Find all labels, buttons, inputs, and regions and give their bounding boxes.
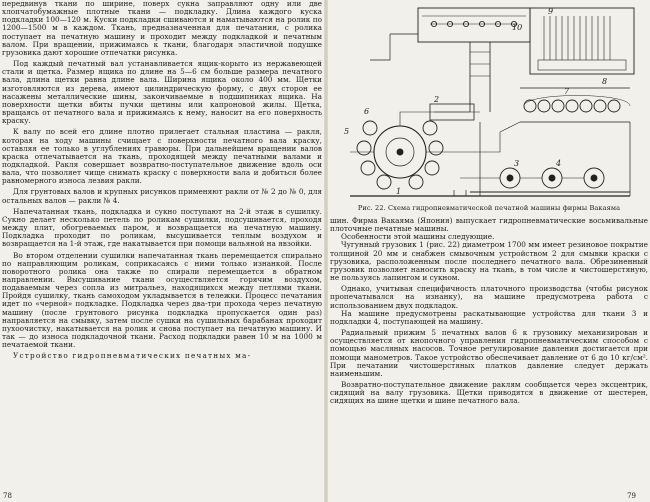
machine-schematic-figure [330,2,648,202]
figure-label: 5 [344,127,350,136]
figure-label: 10 [512,23,523,32]
figure-label: 7 [564,87,570,96]
paragraph: Для грунтовых валов и крупных рисунков применяют ракли от № 2 до № 0, для остальных валов — ракли № 4. [2,187,322,205]
figure-label: 2 [434,95,440,104]
figure-label: 6 [364,107,370,116]
paragraph: Возвратно-поступательное движение раклям сообщается через эксцентрик, сидящий на валу грузовика. Щетки приводятся в движение от шестерен, сидящих на шине щетки и шине печатного вала. [330,379,648,406]
paragraph: Однако, учитывая специфичность платочного производства (чтобы рисунок пропечатывался на изнанку), на машине предусмотрена работа с использованием двух подкладок. [330,284,648,310]
page-number: 78 [3,492,12,500]
figure-label: 4 [556,159,562,168]
paragraph: Во втором отделении сушилки напечатанная ткань перемещается спирально по направляющим роликам, соприкасаясь с ними только изнанкой. После поворотного ролика она также по спирали перемещается в обратном направлении. Высушивание ткани осуществляется горячим воздухом, подаваемым через сопла из митральез, находящихся между петлями ткани. Пройдя сушилку, ткань самоходом укладывается в тележки. Процесс печатания идет по «черной» подкладке. Подкладка через два-три прохода через печатную машину (после грунтового рисунка подкладка пропускается один раз) направляется на смывку, затем после сушки на сушильных барабанах проходит пухоочистку, накатывается на ролик и снова поступает на печатную машину. И так — до износа подкладочной ткани. Расход подкладки равен 10 м на 1000 м печатаемой ткани. [2,250,322,350]
paragraph: К валу по всей его длине плотно прилегает стальная пластина — ракля, которая на ходу машины счищает с поверхности печатного вала краску, оставляя ее только в углублениях гравюры. При дальнейшем вращении валов краска отпечатывается на ткань, проходящей между печатными валами и подкладкой. Ракля совершает возвратно-поступательное движение вдоль оси вала, что позволяет чище снимать краску с поверхности вала и добиться более равномерного износа лезвия ракли. [2,127,322,186]
machine-schematic-drawing [330,2,648,202]
figure-label: 9 [548,7,554,16]
figure-label: 8 [602,77,608,86]
paragraph: шин. Фирма Вакаяма (Япония) выпускает гидропневматические восьмивальные плоточные печатные машины. [330,216,648,234]
paragraph: передвинув ткани по ширине, поверх сукна заправляют одну или две хлопчатобумажные плотные ткани — подкладку. Длина каждого куска подкладки 100—120 м. Куски подкладки сшиваются и наматываются на ролик по 1200—1500 м в каждом. Ткань, предназначенная для печатания, с ролика поступает на печатную машину и проходит между подкладкой и печатным валом. При вращении, прижимаясь к ткани, благодаря эластичной подушке грузовика дают хорошие отпечатки рисунка. [2,0,322,57]
paragraph: Чугунный грузовик 1 (рис. 22) диаметром 1700 мм имеет резиновое покрытие толщиной 20 мм и снабжен смывочным устройством 2 для смывки краски с грузовика, расположенным после последнего печатного вала. Обрезиненный грузовик позволяет наносить краску на ткань, в том числе и чистошерстяную, не пользуясь лапингом и сукном. [330,240,648,283]
paragraph: Особенности этой машины следующие. [341,232,495,242]
figure-label: 1 [396,187,402,196]
paragraph: Под каждый печатный вал устанавливается ящик-корыто из нержавеющей стали и щетка. Размер ящика по длине на 5—6 см больше размера печатного вала, длина щетки равна длине вала. Ширина ящика около 400 мм. Щетки изготовляются из дерева, имеют цилиндрическую форму, с двух сторон ее насажены металлические шины, закончиваемые в подшипниках ящика. На поверхности щетки вбиты пучки щетины или капроновой жилы. Щетка, вращаясь от печатного вала и прижимаясь к нему, наносит на его поверхность краску. [2,59,322,126]
dryer-chamber-10 [530,8,634,74]
right-page [326,0,650,502]
page-number: 79 [627,492,636,500]
paragraph: Устройство гидропневматических печатных ма- [13,351,252,361]
figure-caption: Рис. 22. Схема гидропневматической печатной машины фирмы Вакаяма [357,204,621,212]
figure-label: 3 [514,159,520,168]
paragraph: На машине предусмотрены раскатывающие устройства для ткани 3 и подкладки 4, поступающей на машину. [330,308,648,326]
paragraph: Напечатанная ткань, подкладка и сукно поступают на 2-й этаж в сушилку. Сукно делает несколько петель по роликам сушилки, подсушивается, проходя между плит, обогреваемых паром, и возвращается на печатную машину. Подкладка проходит по роликам, высушивается теплым воздухом и возвращается на 1-й этаж, где накатывается при помощи вальяной на явзойки. [2,206,322,249]
paragraph: Радиальный прижим 5 печатных валов 6 к грузовику механизирован и осуществляется от кнопочного управления гидропневматическим способом с помощью масляных насосов. Точное регулирование давления достигается при помощи манометров. Такое устройство обеспечивает давление от 6 до 10 кг/см². При печатании чистошерстяных платков давление следует держать наименьшим. [330,328,648,378]
